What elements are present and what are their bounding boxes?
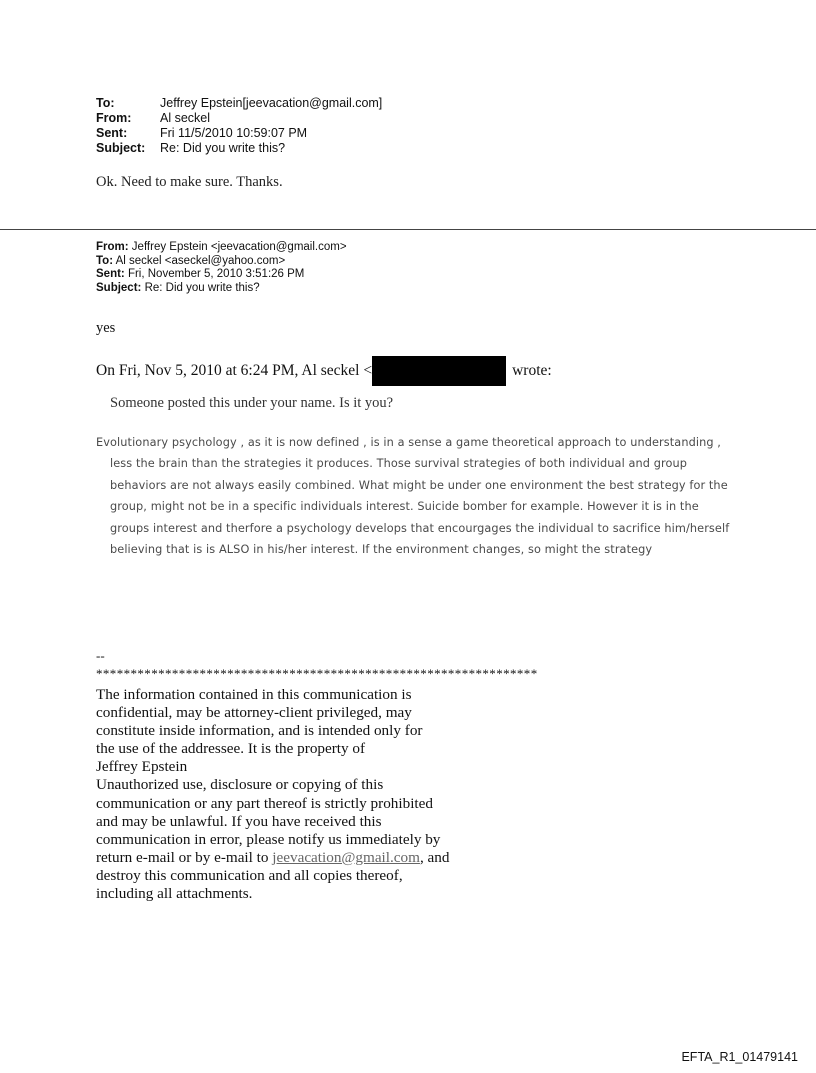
forwarded-header (96, 241, 347, 295)
conf-line: communication in error, please notify us immediately by (96, 830, 441, 848)
conf-return-suffix: , and (419, 848, 450, 866)
to-label: To: (96, 96, 115, 110)
conf-line: communication or any part thereof is strictly prohibited (96, 794, 433, 812)
conf-line: destroy this communication and all copies thereof, (96, 866, 403, 884)
signature-stars: **************************************************************** (96, 666, 538, 681)
header-from-row (96, 111, 382, 126)
sent-label: Sent: (96, 126, 128, 140)
conf-line: Unauthorized use, disclosure or copying of this (96, 776, 384, 794)
redaction-block (372, 356, 506, 386)
confidentiality-notice (96, 686, 516, 903)
divider (0, 229, 816, 230)
quote-intro (96, 356, 552, 386)
forwarded-sent-label: Sent: (96, 268, 125, 280)
forwarded-to-row (96, 255, 347, 269)
forwarded-to-value: Al seckel <aseckel@yahoo.com> (115, 254, 286, 267)
yes-text: yes (96, 320, 116, 336)
subject-label: Subject: (96, 141, 146, 155)
conf-line: including all attachments. (96, 885, 253, 903)
quote-intro-after: wrote: (512, 362, 552, 379)
conf-line: The information contained in this communication is (96, 686, 412, 703)
from-value: Al seckel (160, 111, 211, 125)
forwarded-from-label: From: (96, 241, 129, 253)
conf-return-line (96, 849, 516, 867)
to-value: Jeffrey Epstein[jeevacation@gmail.com] (160, 96, 383, 110)
forwarded-subject-value: Re: Did you write this? (144, 281, 260, 294)
conf-line: and may be unlawful. If you have received this (96, 812, 382, 830)
evolutionary-psychology-paragraph: Evolutionary psychology , as it is now defined , is in a sense a game theoretical approach to understanding , less the brain than the strategies it produces. Those survival strategies of both individual and group behaviors are not always easily combined. What might be under one environment the best strategy for the group, might not be in a specific individuals interest. Suicide bomber for example. However it is in the groups interest and therfore a psychology develops that encourgages the individual to sacrifice him/herself believing that is is ALSO in his/her interest. If the environment changes, so might the strategy (96, 436, 730, 557)
conf-line: constitute inside information, and is intended only for (96, 722, 423, 740)
sent-value: Fri 11/5/2010 10:59:07 PM (160, 126, 308, 140)
conf-line: the use of the addressee. It is the property of (96, 740, 366, 758)
signature-dashes: -- (96, 648, 105, 663)
forwarded-sent-row (96, 268, 347, 282)
quote-intro-before: On Fri, Nov 5, 2010 at 6:24 PM, Al seckel < (96, 362, 373, 379)
header-sent-row (96, 126, 382, 141)
forwarded-subject-label: Subject: (96, 281, 142, 294)
forwarded-from-value: Jeffrey Epstein <jeevacation@gmail.com> (131, 241, 347, 253)
conf-line: Jeffrey Epstein (96, 758, 188, 776)
forwarded-to-label: To: (96, 254, 114, 267)
conf-line: confidential, may be attorney-client privileged, may (96, 704, 412, 722)
document-id: EFTA_R1_01479141 (681, 1050, 798, 1064)
quoted-line: Someone posted this under your name. Is it you? (110, 395, 394, 411)
conf-return-prefix: return e-mail or by e-mail to (96, 848, 273, 866)
reply-body: Ok. Need to make sure. Thanks. (96, 174, 283, 190)
subject-value: Re: Did you write this? (160, 141, 286, 155)
forwarded-sent-value: Fri, November 5, 2010 3:51:26 PM (127, 268, 305, 280)
forwarded-subject-row (96, 282, 347, 296)
header-to-row (96, 96, 382, 111)
header-subject-row (96, 141, 382, 156)
email-header (96, 96, 382, 156)
forwarded-from-row (96, 241, 347, 255)
from-label: From: (96, 111, 132, 125)
email-link[interactable]: jeevacation@gmail.com (272, 848, 420, 866)
